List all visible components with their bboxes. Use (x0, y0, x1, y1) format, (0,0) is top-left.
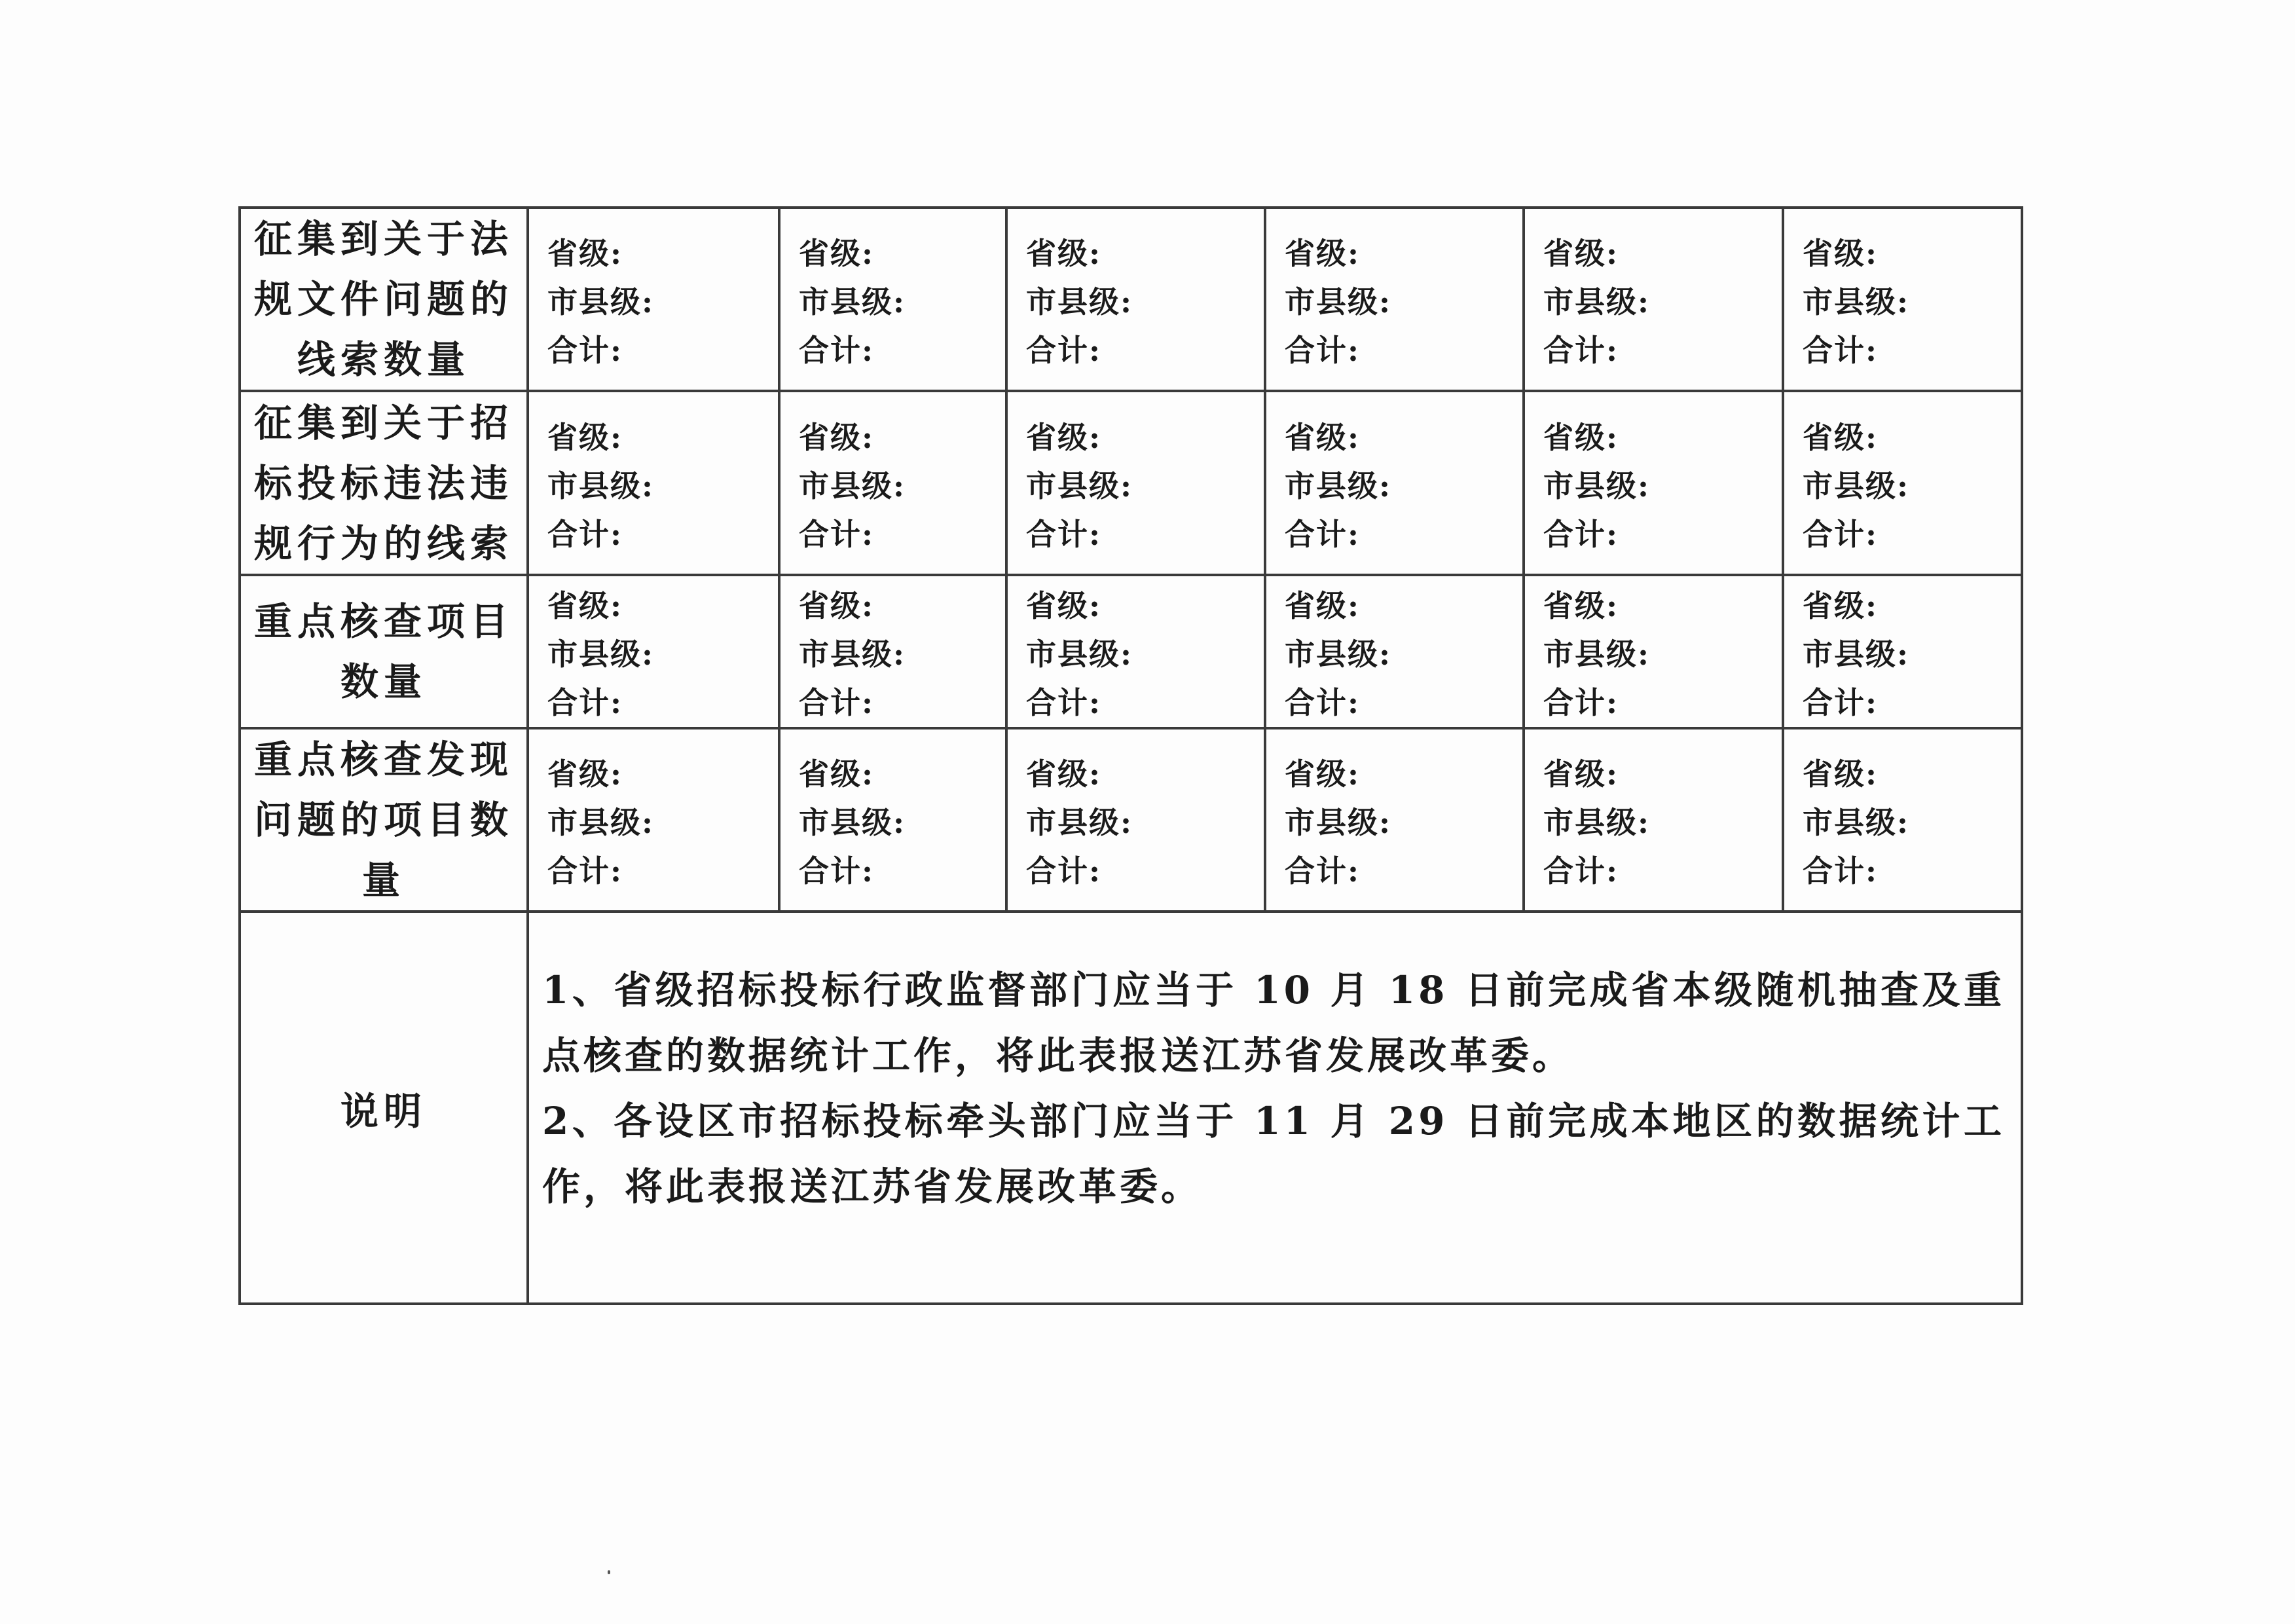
total-field: 合计: (547, 685, 623, 720)
data-cell[interactable] (779, 728, 1006, 912)
cell-fields (529, 408, 778, 559)
cell-fields (1525, 408, 1782, 559)
total-field: 合计: (1026, 853, 1101, 889)
total-field: 合计: (1543, 685, 1619, 720)
cell-fields (529, 224, 778, 375)
provincial-level-field: 省级: (547, 419, 623, 455)
data-cell[interactable] (1006, 208, 1265, 391)
provincial-level-field: 省级: (1543, 236, 1619, 271)
city-county-level-field: 市县级: (1543, 284, 1650, 320)
provincial-level-field: 省级: (1543, 588, 1619, 623)
notes-row (240, 912, 2022, 1304)
table-row (240, 208, 2022, 391)
city-county-level-field: 市县级: (1285, 468, 1391, 504)
total-field: 合计: (1803, 685, 1878, 720)
total-field: 合计: (547, 516, 623, 552)
city-county-level-field: 市县级: (799, 637, 906, 672)
city-county-level-field: 市县级: (1543, 468, 1650, 504)
data-cell[interactable] (1783, 208, 2022, 391)
provincial-level-field: 省级: (1285, 419, 1360, 455)
data-cell[interactable] (1783, 728, 2022, 912)
data-cell[interactable] (528, 575, 779, 728)
total-field: 合计: (1285, 853, 1360, 889)
city-county-level-field: 市县级: (1026, 637, 1133, 672)
data-cell[interactable] (1524, 391, 1783, 575)
cell-fields (1784, 745, 2021, 895)
table-body (240, 208, 2022, 1304)
total-field: 合计: (1803, 853, 1878, 889)
cell-fields (1008, 745, 1264, 895)
cell-fields (1266, 745, 1522, 895)
provincial-level-field: 省级: (1026, 236, 1101, 271)
city-county-level-field: 市县级: (1026, 805, 1133, 840)
notes-body (528, 912, 2022, 1304)
note-paragraph-2: 2、各设区市招标投标牵头部门应当于 11 月 29 日前完成本地区的数据统计工作，将此表报送江苏省发展改革委。 (542, 1099, 2005, 1209)
provincial-level-field: 省级: (1543, 756, 1619, 792)
cell-fields (780, 745, 1005, 895)
cell-fields (1525, 224, 1782, 375)
data-cell[interactable] (779, 391, 1006, 575)
cell-fields (1008, 224, 1264, 375)
provincial-level-field: 省级: (1026, 588, 1101, 623)
city-county-level-field: 市县级: (1285, 637, 1391, 672)
scan-speck (608, 1570, 610, 1574)
total-field: 合计: (1543, 853, 1619, 889)
cell-fields (1266, 576, 1522, 727)
table-row (240, 575, 2022, 728)
provincial-level-field: 省级: (799, 236, 874, 271)
total-field: 合计: (799, 853, 874, 889)
data-cell[interactable] (1265, 391, 1524, 575)
provincial-level-field: 省级: (547, 588, 623, 623)
city-county-level-field: 市县级: (799, 805, 906, 840)
city-county-level-field: 市县级: (799, 468, 906, 504)
city-county-level-field: 市县级: (1803, 468, 1909, 504)
note-paragraph-1: 1、省级招标投标行政监督部门应当于 10 月 18 日前完成省本级随机抽查及重点核查的数据统计工作，将此表报送江苏省发展改革委。 (542, 968, 2005, 1078)
data-cell[interactable] (1265, 208, 1524, 391)
total-field: 合计: (1285, 516, 1360, 552)
data-cell[interactable] (1006, 728, 1265, 912)
total-field: 合计: (1543, 516, 1619, 552)
provincial-level-field: 省级: (1285, 756, 1360, 792)
data-cell[interactable] (779, 208, 1006, 391)
city-county-level-field: 市县级: (1026, 284, 1133, 320)
city-county-level-field: 市县级: (1543, 805, 1650, 840)
total-field: 合计: (1285, 333, 1360, 368)
total-field: 合计: (547, 853, 623, 889)
statistics-form-table (238, 206, 2023, 1305)
total-field: 合计: (1026, 685, 1101, 720)
provincial-level-field: 省级: (1026, 756, 1101, 792)
cell-fields (1266, 408, 1522, 559)
data-cell[interactable] (1524, 728, 1783, 912)
data-cell[interactable] (1265, 728, 1524, 912)
cell-fields (1784, 576, 2021, 727)
provincial-level-field: 省级: (799, 756, 874, 792)
provincial-level-field: 省级: (799, 419, 874, 455)
cell-fields (1525, 745, 1782, 895)
cell-fields (1266, 224, 1522, 375)
provincial-level-field: 省级: (547, 756, 623, 792)
city-county-level-field: 市县级: (1803, 637, 1909, 672)
city-county-level-field: 市县级: (547, 637, 654, 672)
cell-fields (1008, 408, 1264, 559)
total-field: 合计: (1026, 333, 1101, 368)
cell-fields (780, 224, 1005, 375)
table-row (240, 391, 2022, 575)
cell-fields (1525, 576, 1782, 727)
city-county-level-field: 市县级: (547, 468, 654, 504)
cell-fields (529, 576, 778, 727)
provincial-level-field: 省级: (799, 588, 874, 623)
notes-label: 说明 (240, 912, 528, 1304)
cell-fields (780, 408, 1005, 559)
city-county-level-field: 市县级: (1543, 637, 1650, 672)
data-cell[interactable] (1006, 391, 1265, 575)
provincial-level-field: 省级: (1285, 588, 1360, 623)
city-county-level-field: 市县级: (547, 805, 654, 840)
total-field: 合计: (547, 333, 623, 368)
provincial-level-field: 省级: (1543, 419, 1619, 455)
provincial-level-field: 省级: (1026, 419, 1101, 455)
cell-fields (1784, 224, 2021, 375)
city-county-level-field: 市县级: (1803, 805, 1909, 840)
provincial-level-field: 省级: (1803, 588, 1878, 623)
cell-fields (1008, 576, 1264, 727)
row-label: 重点核查项目数量 (240, 575, 528, 728)
total-field: 合计: (1803, 333, 1878, 368)
data-cell[interactable] (528, 728, 779, 912)
data-cell[interactable] (528, 208, 779, 391)
provincial-level-field: 省级: (1285, 236, 1360, 271)
city-county-level-field: 市县级: (1026, 468, 1133, 504)
data-cell[interactable] (1783, 391, 2022, 575)
cell-fields (780, 576, 1005, 727)
provincial-level-field: 省级: (1803, 419, 1878, 455)
total-field: 合计: (1285, 685, 1360, 720)
total-field: 合计: (799, 516, 874, 552)
total-field: 合计: (1803, 516, 1878, 552)
total-field: 合计: (1026, 516, 1101, 552)
city-county-level-field: 市县级: (1285, 284, 1391, 320)
data-cell[interactable] (528, 391, 779, 575)
table-row (240, 728, 2022, 912)
data-cell[interactable] (1524, 575, 1783, 728)
provincial-level-field: 省级: (1803, 756, 1878, 792)
row-label: 重点核查发现问题的项目数量 (240, 728, 528, 912)
data-cell[interactable] (1524, 208, 1783, 391)
row-label: 征集到关于法规文件问题的线索数量 (240, 208, 528, 391)
provincial-level-field: 省级: (547, 236, 623, 271)
cell-fields (529, 745, 778, 895)
data-cell[interactable] (1783, 575, 2022, 728)
data-cell[interactable] (779, 575, 1006, 728)
city-county-level-field: 市县级: (547, 284, 654, 320)
data-cell[interactable] (1265, 575, 1524, 728)
provincial-level-field: 省级: (1803, 236, 1878, 271)
data-cell[interactable] (1006, 575, 1265, 728)
city-county-level-field: 市县级: (1285, 805, 1391, 840)
total-field: 合计: (799, 685, 874, 720)
total-field: 合计: (1543, 333, 1619, 368)
total-field: 合计: (799, 333, 874, 368)
city-county-level-field: 市县级: (1803, 284, 1909, 320)
cell-fields (1784, 408, 2021, 559)
row-label: 征集到关于招标投标违法违规行为的线索 (240, 391, 528, 575)
city-county-level-field: 市县级: (799, 284, 906, 320)
